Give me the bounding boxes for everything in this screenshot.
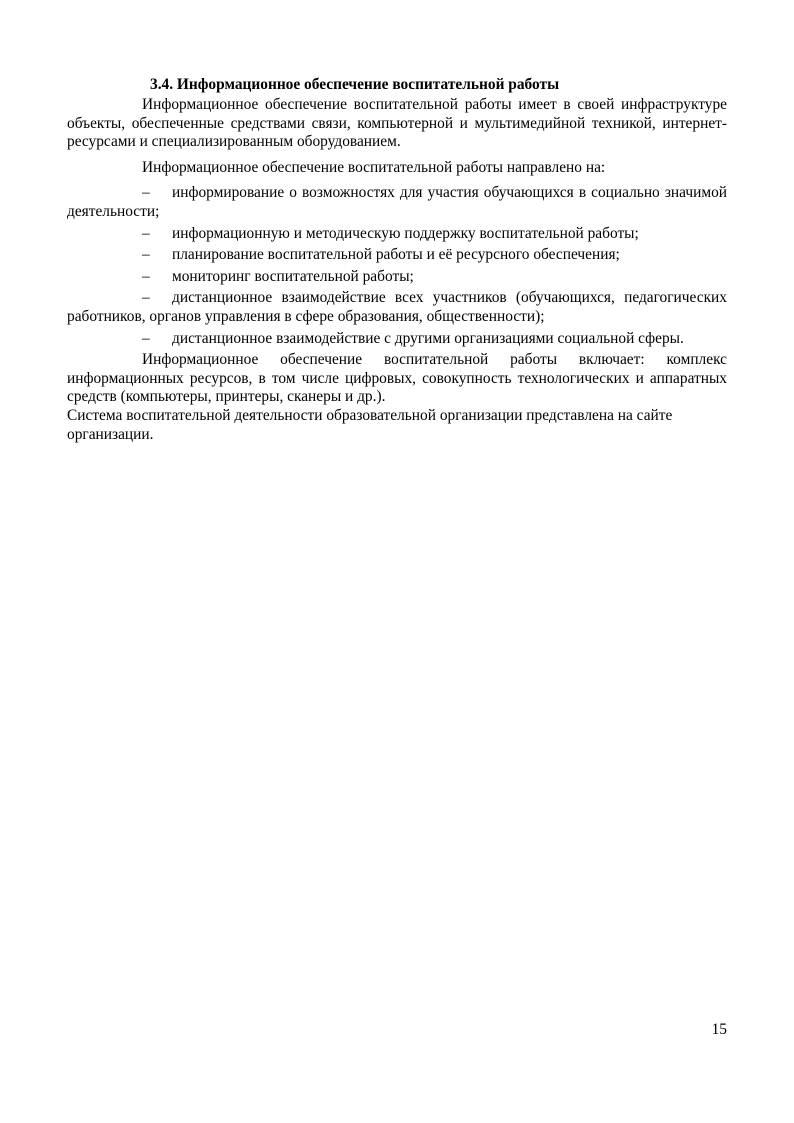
dash-marker: – <box>142 267 150 285</box>
dash-marker: – <box>142 246 150 264</box>
page-content <box>67 75 727 444</box>
list-item-text: дистанционное взаимодействие с другими организациями социальной сферы. <box>172 329 684 347</box>
list-item <box>67 246 727 265</box>
intro-paragraph: Информационное обеспечение воспитательной работы имеет в своей инфраструктуре объекты, обеспеченные средствами связи, компьютерной и мультимедийной техникой, интернет-ресурсами и специализированным оборудованием. <box>67 96 727 151</box>
list-item-text: дистанционное взаимодействие всех участников (обучающихся, педагогических работников, органов управления в сфере образования, общественности); <box>67 289 727 325</box>
list-item <box>67 330 727 349</box>
page-number: 15 <box>711 1021 727 1038</box>
dash-marker: – <box>142 329 150 347</box>
list-item-text: планирование воспитательной работы и её ресурсного обеспечения; <box>172 246 620 264</box>
site-note-paragraph: Система воспитательной деятельности образовательной организации представлена на сайте организации. <box>67 406 673 443</box>
includes-paragraph: Информационное обеспечение воспитательной работы включает: комплекс информационных ресурсов, в том числе цифровых, совокупность технологических и аппаратных средств (компьютеры, принтеры, сканеры и др.). <box>67 351 727 406</box>
list-item <box>67 184 727 221</box>
list-item <box>67 268 727 287</box>
list-item <box>67 289 727 326</box>
list-item-text: информирование о возможностях для участия обучающихся в социально значимой деятельности; <box>67 184 727 220</box>
dash-marker: – <box>142 184 150 202</box>
directed-at-paragraph: Информационное обеспечение воспитательной работы направлено на: <box>142 158 606 176</box>
list-item-text: информационную и методическую поддержку воспитательной работы; <box>172 224 639 242</box>
list-item <box>67 225 727 244</box>
list-item-text: мониторинг воспитательной работы; <box>172 267 414 285</box>
dash-marker: – <box>142 289 150 307</box>
section-heading: 3.4. Информационное обеспечение воспитательной работы <box>150 76 560 93</box>
dash-marker: – <box>142 224 150 242</box>
purpose-list <box>67 184 727 348</box>
